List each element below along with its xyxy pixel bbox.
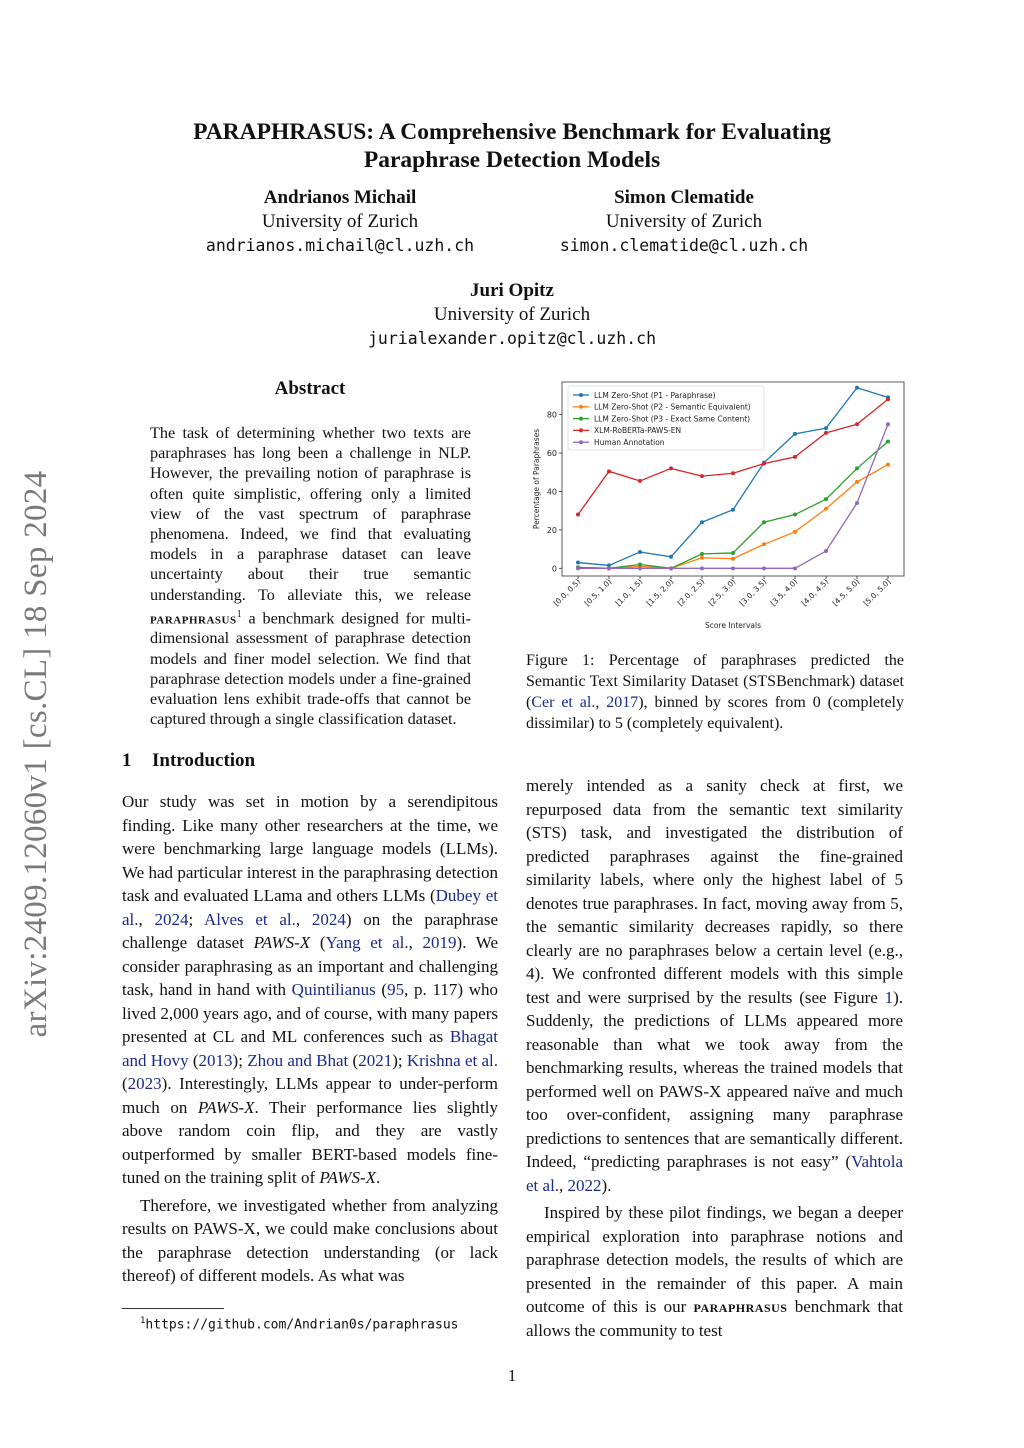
- author-email: jurialexander.opitz@cl.uzh.ch: [367, 329, 657, 348]
- author-name: Andrianos Michail: [263, 187, 417, 208]
- data-point: [886, 440, 890, 444]
- data-point: [607, 566, 611, 570]
- abstract-body-continued: a benchmark designed for multi-dimensional assessment of paraphrase detection models and finer model selection. We find that paraphrase detection models under a fine-grained evaluation lens exhibit trade-offs that cannot be captured through a single classification dataset.: [150, 609, 471, 729]
- data-point: [886, 422, 890, 426]
- data-point: [793, 455, 797, 459]
- data-point: [731, 471, 735, 475]
- benchmark-name: paraphrasus: [150, 609, 237, 628]
- citation-year-link[interactable]: 2024: [311, 909, 346, 929]
- text: merely intended as a sanity check at first, we repurposed data from the semantic text similarity (STS) task, and investigated the distribution of predicted paraphrases against the fine-grained similarity labels, where only the highest label of 5 denotes true paraphrases. In fact, moving away from 5, the semantic similarity decreases rapidly, so there clearly are no paraphrases below a certain level (e.g., 4). We confronted different models with this simple test and were surprised by the results (see Figure: [526, 776, 903, 1007]
- data-point: [824, 497, 828, 501]
- y-tick-label: 80: [546, 410, 557, 420]
- author-affiliation: University of Zurich: [433, 304, 591, 325]
- author-block: [534, 186, 834, 258]
- citation-link[interactable]: Yang et al.: [325, 933, 409, 952]
- legend-marker: [579, 440, 583, 444]
- paragraph: Therefore, we investigated whether from analyzing results on PAWS-X, we could make conclusions about the paraphrase detection understanding (or lack thereof) of different models. As what was: [122, 1195, 498, 1285]
- data-point: [824, 507, 828, 511]
- x-tick-label: [1.0, 1.5): [613, 577, 645, 608]
- x-tick-label: [4.0, 4.5): [799, 577, 831, 608]
- y-tick-label: 60: [546, 449, 557, 459]
- figure-reference-link[interactable]: 1: [884, 987, 894, 1007]
- x-tick-label: [0.0, 0.5): [551, 577, 583, 608]
- data-point: [824, 426, 828, 430]
- data-point: [731, 557, 735, 561]
- data-point: [886, 463, 890, 467]
- text: . Their performance lies slightly above random coin flip, and they are vastly outperformed by smaller BERT-based models fine-tuned on the training split of: [122, 1097, 498, 1187]
- abstract-body: The task of determining whether two texts are paraphrases has long been a challenge in NLP. However, the prevailing notion of paraphrase is often quite simplistic, offering only a limited view of the vast spectrum of paraphrase phenomena. Indeed, we find that evaluating models in a paraphrase dataset can leave uncertainty about their true semantic understanding. To alleviate this, we release: [150, 424, 471, 604]
- line-chart: [522, 374, 912, 636]
- data-point: [700, 566, 704, 570]
- x-tick-label: [2.0, 2.5): [675, 577, 707, 608]
- data-point: [793, 432, 797, 436]
- text: ).: [601, 1175, 612, 1195]
- author-affiliation: University of Zurich: [605, 211, 763, 232]
- caption-text: ), binned by scores from 0 (completely dissimilar) to 5 (completely equivalent).: [526, 694, 905, 732]
- legend-marker: [579, 405, 583, 409]
- data-point: [700, 474, 704, 478]
- author-name: Simon Clematide: [614, 187, 754, 208]
- title-line-1: PARAPHRASUS: A Comprehensive Benchmark for Evaluating: [193, 119, 831, 145]
- data-point: [762, 542, 766, 546]
- x-axis-label: Score Intervals: [704, 621, 762, 630]
- text: ). Suddenly, the predictions of LLMs appeared more reasonable than what we took away from the benchmarking results, whereas the trained models that performed well on PAWS-X appeared naïve and much too over-confident, assigning many paraphrase predictions to sentences that are semantically different. Indeed, “predicting paraphrases is not easy” (: [526, 987, 903, 1171]
- text: ) on the paraphrase challenge dataset: [122, 909, 499, 952]
- x-tick-label: [3.0, 3.5): [737, 577, 769, 608]
- paragraph: [526, 1201, 903, 1342]
- author-affiliation: University of Zurich: [261, 211, 419, 232]
- legend-marker: [579, 393, 583, 397]
- x-tick-label: [1.5, 2.0): [644, 577, 676, 608]
- data-point: [855, 386, 859, 390]
- footnote-marker: 1: [236, 608, 242, 620]
- text: benchmark that allows the community to test: [526, 1297, 904, 1340]
- data-point: [576, 566, 580, 570]
- legend-label: XLM-RoBERTa-PAWS-EN: [594, 426, 682, 436]
- data-point: [700, 552, 704, 556]
- arxiv-identifier: arXiv:2409.12060v1 [cs.CL] 18 Sep 2024: [18, 470, 54, 1038]
- y-axis-label: Percentage of Paraphrases: [532, 428, 541, 530]
- data-point: [855, 480, 859, 484]
- section-heading: [122, 750, 255, 772]
- text: .: [376, 1168, 381, 1187]
- citation-link[interactable]: Dubey et al.: [122, 886, 498, 929]
- x-tick-label: [3.5, 4.0): [768, 577, 800, 608]
- abstract-text: [150, 423, 471, 729]
- citation-link[interactable]: Cer et al.: [531, 694, 596, 711]
- data-point: [638, 562, 642, 566]
- y-tick-label: 40: [546, 487, 557, 497]
- citation-link[interactable]: Krishna et al.: [406, 1050, 498, 1070]
- citation-year-link[interactable]: 2024: [154, 909, 189, 929]
- data-point: [762, 566, 766, 570]
- y-tick-label: 0: [551, 564, 557, 574]
- data-point: [669, 466, 673, 470]
- text: Inspired by these pilot findings, we began a deeper empirical exploration into paraphrase notions and paraphrase detection models, the results of which are presented in the remainder of this paper. A main outcome of this is our: [526, 1203, 903, 1316]
- data-point: [576, 561, 580, 565]
- footnote-number: 1: [140, 1316, 146, 1326]
- data-point: [700, 520, 704, 524]
- author-email: simon.clematide@cl.uzh.ch: [559, 236, 809, 255]
- text: . Interestingly, LLMs appear to under-perform much on: [122, 1074, 498, 1117]
- citation-year-link[interactable]: 2021: [358, 1050, 393, 1070]
- data-point: [638, 566, 642, 570]
- figure-caption: Figure 1: Percentage of paraphrases predicted the Semantic Text Similarity Dataset (STSBenchmark) dataset (Cer et al., 2017), binned by scores from 0 (completely dissimilar) to 5 (completely equivalent).: [526, 652, 905, 732]
- data-point: [731, 551, 735, 555]
- footnote: [140, 1316, 459, 1332]
- x-tick-label: [5.0, 5.0]: [861, 577, 893, 608]
- x-tick-label: [4.5, 5.0): [830, 577, 862, 608]
- text: (: [375, 980, 388, 999]
- text: ;: [188, 909, 204, 929]
- right-column-text: [526, 774, 903, 1342]
- data-point: [762, 520, 766, 524]
- author-email: andrianos.michail@cl.uzh.ch: [205, 236, 475, 255]
- caption-text: Percentage of paraphrases predicted the Semantic Text Similarity Dataset (STSBenchmark) dataset (: [526, 652, 904, 711]
- paper-title: [100, 118, 924, 174]
- data-point: [855, 466, 859, 470]
- benchmark-name: paraphrasus: [693, 1297, 788, 1316]
- author-name: Juri Opitz: [470, 280, 554, 301]
- data-point: [855, 422, 859, 426]
- data-point: [855, 501, 859, 505]
- data-point: [731, 508, 735, 512]
- footnote-divider: [122, 1308, 224, 1309]
- text: (: [310, 933, 326, 952]
- data-point: [669, 555, 673, 559]
- data-point: [762, 462, 766, 466]
- data-point: [669, 566, 673, 570]
- page-number: 1: [507, 1366, 517, 1385]
- legend-marker: [579, 417, 583, 421]
- text: ). We consider paraphrasing as an important and challenging task, hand in hand with: [122, 933, 498, 999]
- data-point: [638, 550, 642, 554]
- title-line-2: Paraphrase Detection Models: [363, 147, 661, 173]
- x-tick-label: [2.5, 3.0): [706, 577, 738, 608]
- dataset-name: PAWS-X: [319, 1168, 377, 1187]
- citation-year-link[interactable]: 2017: [606, 694, 639, 711]
- dataset-name: PAWS-X: [197, 1097, 255, 1117]
- left-column-text: [122, 790, 498, 1288]
- data-point: [638, 479, 642, 483]
- section-number: 1: [122, 750, 132, 771]
- data-point: [793, 566, 797, 570]
- dataset-name: PAWS-X: [253, 933, 311, 952]
- citation-year-link[interactable]: 2022: [567, 1175, 602, 1195]
- text: Our study was set in motion by a serendipitous finding. Like many other researchers at the time, we were benchmarking large language models (LLMs). We had particular interest in the paraphrasing detection task and evaluated LLama and others LLMs (: [122, 792, 498, 905]
- figure-label: Figure 1:: [526, 652, 609, 669]
- data-point: [824, 431, 828, 435]
- data-point: [576, 513, 580, 517]
- citation-link[interactable]: Bhagat and Hovy: [122, 1027, 498, 1070]
- data-point: [607, 469, 611, 473]
- citation-link[interactable]: Quintilianus: [291, 980, 376, 999]
- citation-link[interactable]: Vahtola et al.: [526, 1152, 903, 1195]
- legend-marker: [579, 428, 583, 432]
- legend-label: LLM Zero-Shot (P2 - Semantic Equivalent): [594, 402, 751, 412]
- paragraph: merely intended as a sanity check at first, we repurposed data from the semantic text similarity (STS) task, and investigated the distribution of predicted paraphrases against the fine-grained similarity labels, where only the highest label of 5 denotes true paraphrases. In fact, moving away from 5, the semantic similarity decreases rapidly, so there clearly are no paraphrases below a certain level (e.g., 4). We confronted different models with this simple test and were surprised by the results (see Figure 1). Suddenly, the predictions of LLMs appeared more reasonable than what we took away from the benchmarking results, whereas the trained models that performed well on PAWS-X appeared naïve and much too over-confident, assigning many paraphrase predictions to sentences that are semantically different. Indeed, “predicting paraphrases is not easy” (Vahtola et al., 2022).: [526, 776, 903, 1195]
- y-tick-label: 20: [546, 525, 557, 535]
- citation-link[interactable]: Alves et al.: [204, 909, 296, 929]
- citation-year-link[interactable]: 95: [387, 980, 405, 999]
- citation-link[interactable]: Zhou and Bhat: [247, 1050, 349, 1070]
- author-block: [312, 279, 712, 351]
- data-point: [731, 566, 735, 570]
- data-point: [793, 513, 797, 517]
- paragraph: Our study was set in motion by a serendipitous finding. Like many other researchers at the time, we were benchmarking large language models (LLMs). We had particular interest in the paraphrasing detection task and evaluated LLama and others LLMs (Dubey et al., 2024; Alves et al., 2024) on the paraphrase challenge dataset PAWS-X (Yang et al., 2019). We consider paraphrasing as an important and challenging task, hand in hand with Quintilianus (95, p. 117) who lived 2,000 years ago, and of course, with many papers presented at CL and ML conferences such as Bhagat and Hovy (2013); Zhou and Bhat (2021); Krishna et al. (2023). Interestingly, LLMs appear to under-perform much on PAWS-X. Their performance lies slightly above random coin flip, and they are vastly outperformed by smaller BERT-based models fine-tuned on the training split of PAWS-X.: [122, 792, 499, 1187]
- citation-year-link[interactable]: 2013: [198, 1050, 233, 1070]
- legend-label: LLM Zero-Shot (P1 - Paraphrase): [594, 390, 716, 400]
- legend-label: Human Annotation: [594, 438, 665, 447]
- x-tick-label: [0.5, 1.0): [582, 577, 614, 608]
- text: , p. 117) who lived 2,000 years ago, and of course, with many papers presented at CL and ML conferences such as: [122, 980, 498, 1046]
- abstract-heading: Abstract: [274, 378, 346, 399]
- section-title: Introduction: [152, 750, 256, 771]
- data-point: [793, 530, 797, 534]
- data-point: [824, 549, 828, 553]
- data-point: [886, 397, 890, 401]
- footnote-link[interactable]: https://github.com/Andrian0s/paraphrasus: [145, 1317, 459, 1333]
- data-point: [700, 556, 704, 560]
- legend-label: LLM Zero-Shot (P3 - Exact Same Content): [594, 414, 751, 424]
- author-block: [190, 186, 490, 258]
- citation-year-link[interactable]: 2019: [422, 933, 457, 952]
- citation-year-link[interactable]: 2023: [127, 1074, 162, 1093]
